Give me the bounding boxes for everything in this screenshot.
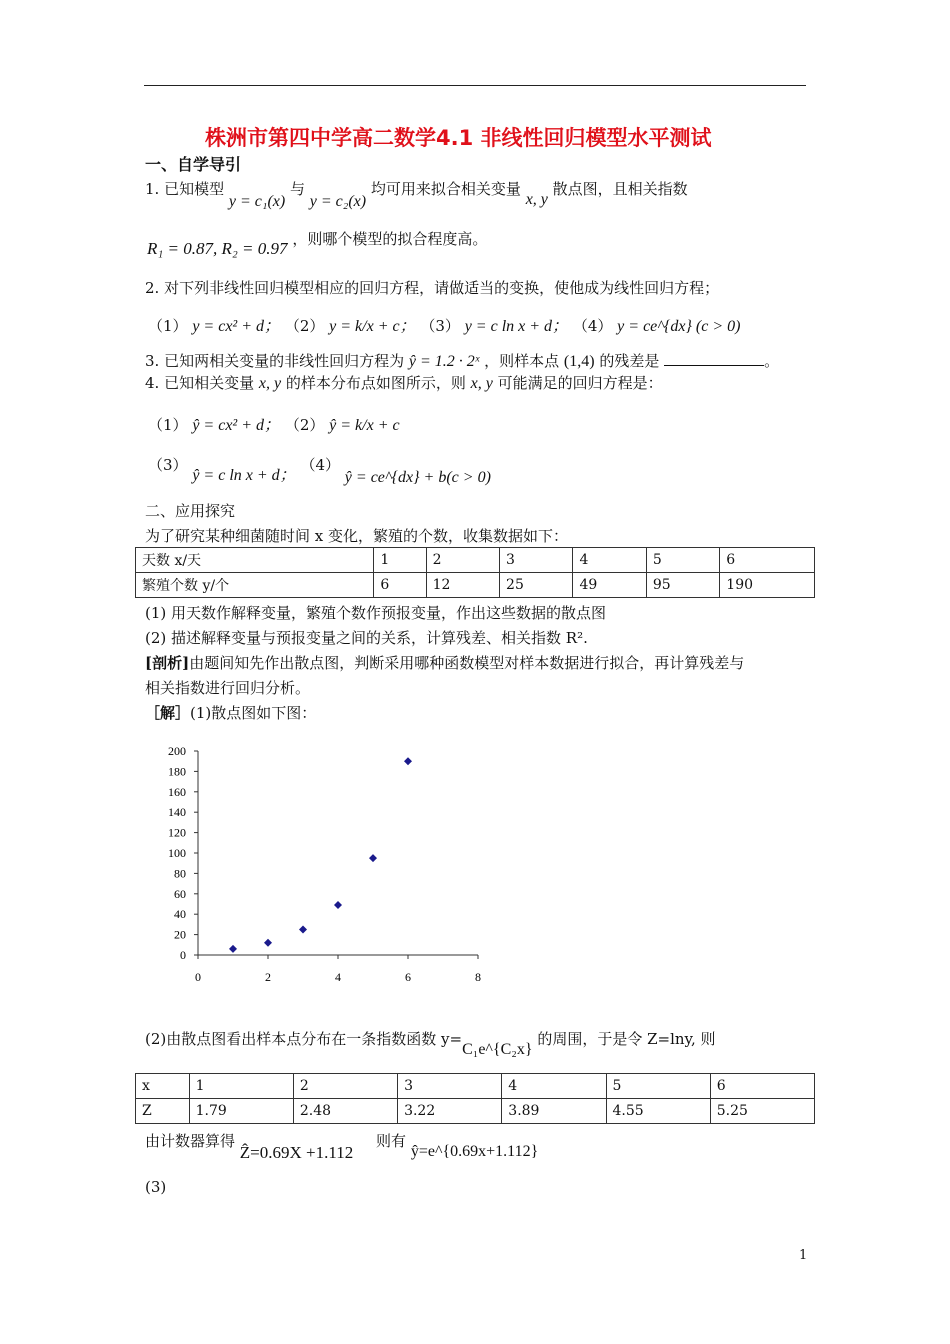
- q3-end: 。: [764, 352, 780, 370]
- table-cell: 天数 x/天: [136, 548, 374, 573]
- q1-formula1: y = c₁(x): [228, 193, 286, 210]
- table-cell: 6: [710, 1074, 814, 1099]
- q3-point: (1,4): [563, 353, 595, 370]
- table-cell: 3: [398, 1074, 502, 1099]
- formula: y = ce^{dx} (c > 0): [617, 318, 741, 335]
- table-cell: 4: [573, 548, 646, 573]
- part2-text: 的周围，于是令 Z=lny, 则: [537, 1030, 716, 1048]
- q4-text: 可能满足的回归方程是：: [497, 374, 663, 392]
- formula: ŷ = c ln x + d；: [192, 467, 296, 484]
- q4-options-row2: [148, 452, 491, 486]
- table-cell: 25: [500, 573, 573, 598]
- x-tick-label: 6: [405, 970, 411, 984]
- x-tick-label: 0: [195, 970, 201, 984]
- header-rule: [144, 85, 806, 86]
- y-tick-label: 0: [180, 948, 186, 962]
- y-tick-label: 80: [174, 866, 186, 881]
- table-cell: 1: [189, 1074, 293, 1099]
- label: （3）: [420, 317, 460, 335]
- q1-vars: x, y: [525, 191, 548, 208]
- table-cell: 4: [502, 1074, 606, 1099]
- q4-vars: x, y: [258, 375, 282, 392]
- formula: y = k/x + c；: [329, 318, 416, 335]
- formula: y = cx² + d；: [192, 318, 281, 335]
- y-tick-label: 120: [168, 825, 186, 840]
- q3-text: ，则样本点: [484, 352, 560, 370]
- analysis-line2: 相关指数进行回归分析。: [145, 679, 311, 697]
- table-cell: 95: [646, 573, 719, 598]
- q4-text: 的样本分布点如图所示，则: [285, 374, 466, 392]
- y-tick-label: 200: [168, 744, 186, 758]
- section2-intro: 为了研究某种细菌随时间 x 变化，繁殖的个数，收集数据如下：: [145, 527, 568, 545]
- analysis-label: [剖析]: [145, 654, 190, 672]
- q4-options-row1: [148, 412, 400, 435]
- calc-line: [145, 1130, 539, 1162]
- table-cell: 1: [374, 548, 426, 573]
- table-cell: 2: [293, 1074, 397, 1099]
- analysis-line1: [145, 652, 744, 673]
- data-point: [334, 901, 342, 909]
- y-tick-label: 180: [168, 764, 186, 779]
- table-row: [136, 548, 815, 573]
- table-cell: 5: [606, 1074, 710, 1099]
- data-table-1: [135, 547, 815, 598]
- task-2: (2) 描述解释变量与预报变量之间的关系，计算残差、相关指数 R².: [145, 629, 588, 647]
- table-cell: 2: [426, 548, 499, 573]
- q4-vars: x, y: [470, 375, 493, 392]
- q2-items: [148, 313, 740, 336]
- label: （3）: [148, 456, 188, 474]
- data-point: [404, 757, 412, 765]
- q1-formula-r: R₁ = 0.87, R₂ = 0.97: [147, 239, 288, 258]
- table-row: [136, 1099, 815, 1124]
- table-cell: 3.22: [398, 1099, 502, 1124]
- label: （4）: [572, 317, 613, 335]
- q1-formula2: y = c₂(x): [309, 193, 367, 210]
- q2-text: 2. 对下列非线性回归模型相应的回归方程，请做适当的变换，使他成为线性回归方程；: [145, 279, 720, 297]
- table-cell: 2.48: [293, 1099, 397, 1124]
- table-cell: 190: [720, 573, 815, 598]
- page-number: 1: [799, 1248, 808, 1263]
- data-point: [369, 854, 377, 862]
- q1-line1: [145, 178, 688, 210]
- table-cell: 4.55: [606, 1099, 710, 1124]
- q1-text: 散点图，且相关指数: [552, 180, 688, 198]
- z-regression-formula: Ẑ=0.69X +1.112: [239, 1143, 354, 1162]
- x-tick-label: 8: [475, 970, 481, 984]
- label: （1）: [148, 416, 188, 434]
- q1-text: 与: [289, 180, 305, 198]
- y-regression-formula: ŷ=e^{0.69x+1.112}: [410, 1143, 539, 1160]
- part3-label: (3): [145, 1178, 167, 1196]
- table-cell: 12: [426, 573, 499, 598]
- page-title: 株洲市第四中学高二数学4.1 非线性回归模型水平测试: [205, 126, 712, 150]
- q3-formula: ŷ = 1.2 · 2ˣ: [408, 353, 480, 370]
- section1-heading: 一、自学导引: [145, 155, 242, 174]
- formula: ŷ = cx² + d；: [192, 417, 281, 434]
- task-1: (1) 用天数作解释变量，繁殖个数作预报变量，作出这些数据的散点图: [145, 604, 607, 622]
- table-cell: 49: [573, 573, 646, 598]
- y-tick-label: 60: [174, 886, 186, 901]
- q1-line2: [147, 228, 488, 258]
- formula: ŷ = k/x + c: [329, 417, 400, 434]
- formula: ŷ = ce^{dx} + b(c > 0): [344, 469, 491, 486]
- q4: [145, 372, 663, 393]
- calc-text: 则有: [376, 1132, 407, 1150]
- table-cell: 3.89: [502, 1099, 606, 1124]
- q1-text: 1. 已知模型: [145, 180, 225, 198]
- table-cell: 繁殖个数 y/个: [136, 573, 374, 598]
- table-cell: x: [136, 1074, 190, 1099]
- table-row: [136, 1074, 815, 1099]
- label: （2）: [284, 416, 325, 434]
- q1-text: ，则哪个模型的拟合程度高。: [292, 230, 488, 248]
- y-tick-label: 140: [168, 805, 186, 820]
- q1-text: 均可用来拟合相关变量: [370, 180, 521, 198]
- data-table-2: [135, 1073, 815, 1124]
- solution-line: [145, 702, 316, 723]
- table-cell: 6: [720, 548, 815, 573]
- section2-heading: 二、应用探究: [145, 502, 236, 520]
- data-point: [299, 926, 307, 934]
- q4-text: 4. 已知相关变量: [145, 374, 255, 392]
- part2-line: [145, 1028, 716, 1058]
- solution-label: ［解］: [145, 704, 191, 722]
- analysis-text: 由题间知先作出散点图，判断采用哪种函数模型对样本数据进行拟合，再计算残差与: [189, 654, 745, 672]
- table-row: [136, 573, 815, 598]
- x-tick-label: 4: [335, 970, 341, 984]
- y-tick-label: 160: [168, 784, 186, 799]
- label: （4）: [300, 456, 341, 474]
- q3-text: 的残差是: [599, 352, 660, 370]
- label: （2）: [284, 317, 325, 335]
- table-cell: 1.79: [189, 1099, 293, 1124]
- solution-text: (1)散点图如下图：: [190, 704, 317, 722]
- data-point: [229, 945, 237, 953]
- table-cell: 6: [374, 573, 426, 598]
- q3-text: 3. 已知两相关变量的非线性回归方程为: [145, 352, 405, 370]
- table-cell: Z: [136, 1099, 190, 1124]
- y-tick-label: 20: [174, 927, 186, 942]
- scatter-chart: [150, 735, 500, 990]
- calc-text: 由计数器算得: [145, 1132, 236, 1150]
- q3: [145, 350, 779, 371]
- data-point: [264, 939, 272, 947]
- part2-formula: C₁e^{C₂x}: [462, 1041, 533, 1058]
- part2-text: (2)由散点图看出样本点分布在一条指数函数 y=: [145, 1030, 463, 1048]
- table-cell: 3: [500, 548, 573, 573]
- y-tick-label: 100: [168, 846, 186, 860]
- y-tick-label: 40: [174, 907, 186, 922]
- answer-blank[interactable]: [664, 351, 764, 366]
- label: （1）: [148, 317, 188, 335]
- formula: y = c ln x + d；: [464, 318, 569, 335]
- table-cell: 5: [646, 548, 719, 573]
- x-tick-label: 2: [265, 970, 271, 984]
- table-cell: 5.25: [710, 1099, 814, 1124]
